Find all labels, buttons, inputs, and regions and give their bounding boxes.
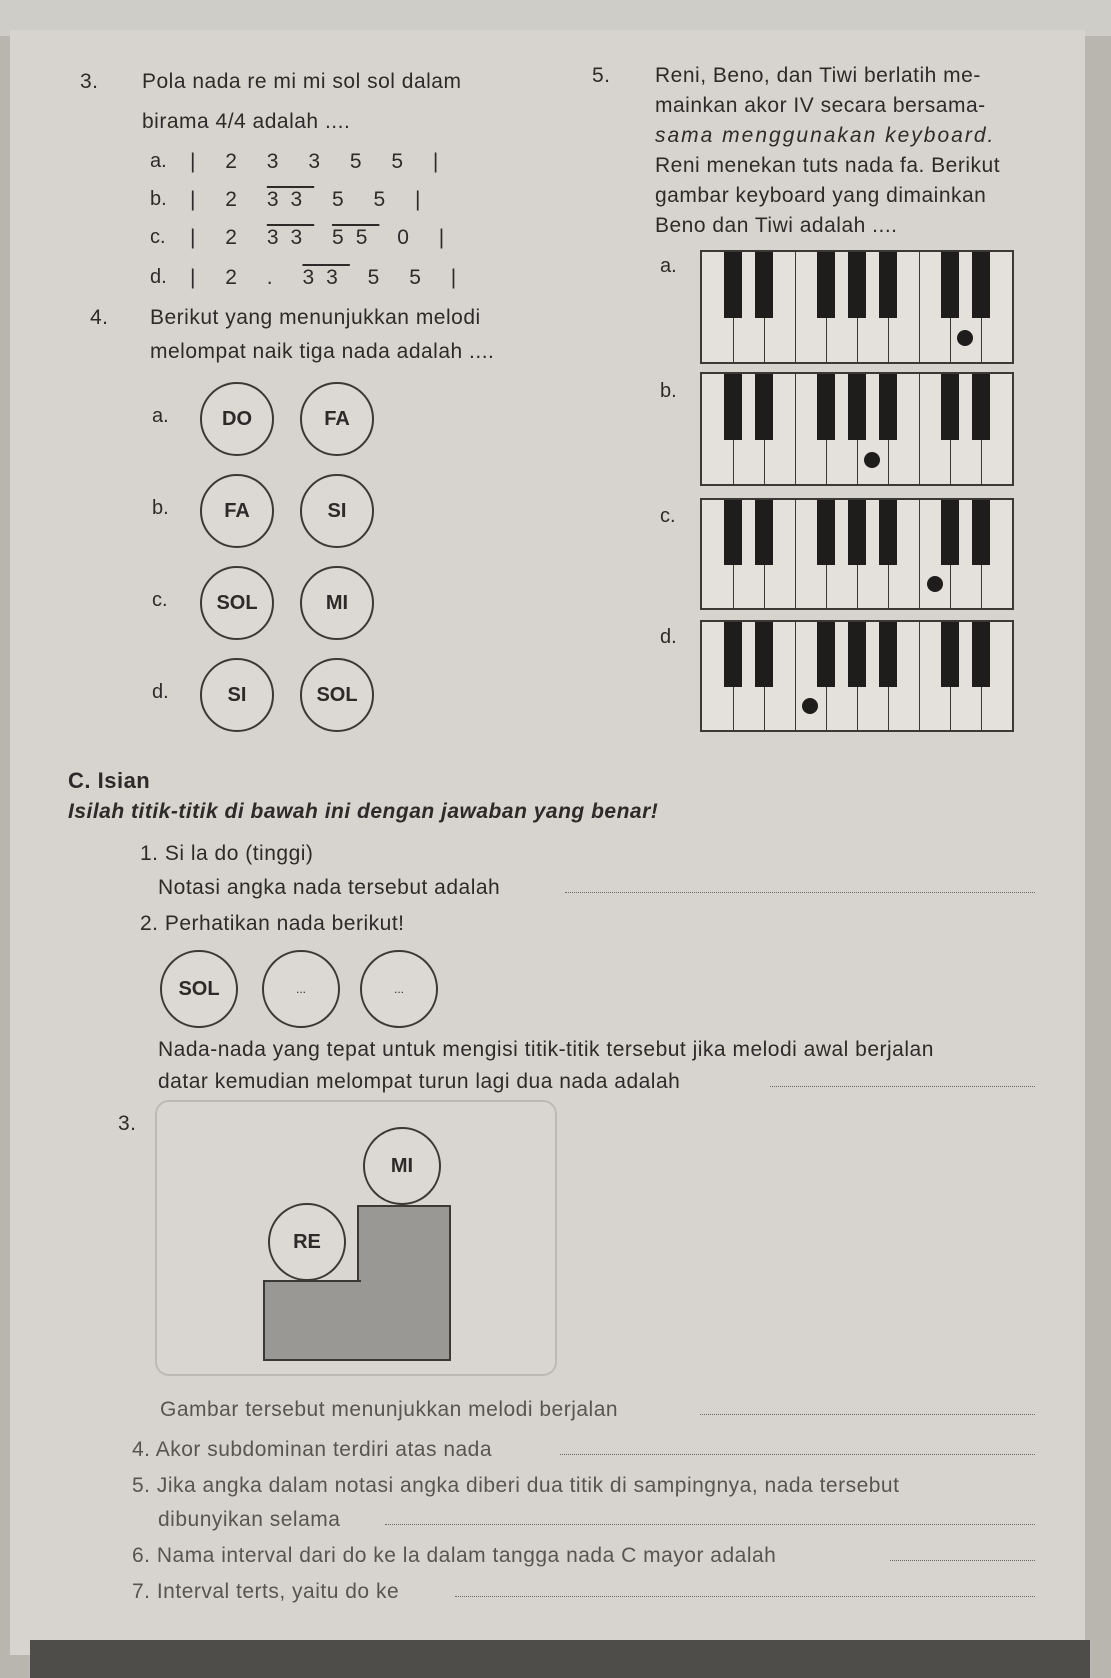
answer-blank[interactable] — [385, 1524, 1035, 1525]
q3-option-b-notes: | 2 33 5 5 | — [190, 188, 433, 211]
answer-blank[interactable] — [770, 1086, 1035, 1087]
note-circle-re: RE — [268, 1203, 346, 1281]
answer-blank[interactable] — [455, 1596, 1035, 1597]
note-circle-blank: ... — [360, 950, 438, 1028]
keyboard-option-d — [700, 620, 1014, 732]
pressed-key-dot — [927, 576, 943, 592]
q5-option-c-label: c. — [660, 505, 676, 527]
isian-1-line1: 1. Si la do (tinggi) — [140, 842, 314, 865]
q4-option-a-label: a. — [152, 405, 169, 427]
q5-line4: Reni menekan tuts nada fa. Berikut — [655, 154, 1001, 177]
q3-text-line1: Pola nada re mi mi sol sol dalam — [142, 70, 462, 93]
q4-option-b-label: b. — [152, 497, 169, 519]
q3-option-b-label: b. — [150, 188, 167, 210]
isian-5-line1: 5. Jika angka dalam notasi angka diberi dua titik di sampingnya, nada tersebut — [132, 1474, 900, 1497]
note-circle-mi: MI — [363, 1127, 441, 1205]
note-circle-blank: ... — [262, 950, 340, 1028]
q5-line3: sama menggunakan keyboard. — [655, 124, 996, 147]
answer-blank[interactable] — [560, 1454, 1035, 1455]
q5-option-a-label: a. — [660, 255, 677, 277]
answer-blank[interactable] — [700, 1414, 1035, 1415]
isian-4-text: 4. Akor subdominan terdiri atas nada — [132, 1438, 493, 1461]
pressed-key-dot — [957, 330, 973, 346]
q5-line2: mainkan akor IV secara bersama- — [655, 94, 986, 117]
q5-option-d-label: d. — [660, 626, 677, 648]
section-c-instruction: Isilah titik-titik di bawah ini dengan jawaban yang benar! — [68, 800, 659, 823]
pressed-key-dot — [864, 452, 880, 468]
answer-blank[interactable] — [565, 892, 1035, 893]
note-circle-sol: SOL — [200, 566, 274, 640]
q4-number: 4. — [90, 306, 109, 329]
note-circle-mi: MI — [300, 566, 374, 640]
isian-2-line2: Nada-nada yang tepat untuk mengisi titik-titik tersebut jika melodi awal berjalan — [158, 1038, 934, 1061]
q3-number: 3. — [80, 70, 99, 93]
note-circle-si: SI — [300, 474, 374, 548]
note-circle-si: SI — [200, 658, 274, 732]
section-c-title: C. Isian — [68, 768, 151, 793]
isian-6-text: 6. Nama interval dari do ke la dalam tangga nada C mayor adalah — [132, 1544, 777, 1567]
keyboard-option-a — [700, 250, 1014, 364]
note-circle-fa: FA — [200, 474, 274, 548]
step-block-high — [357, 1205, 451, 1361]
q3-option-d-label: d. — [150, 266, 167, 288]
isian-3-text: Gambar tersebut menunjukkan melodi berjalan — [160, 1398, 619, 1421]
q3-option-c-notes: | 2 33 55 0 | — [190, 226, 457, 249]
q5-option-b-label: b. — [660, 380, 677, 402]
isian-3-number: 3. — [118, 1112, 137, 1135]
q3-option-d-notes: | 2 . 33 5 5 | — [190, 266, 469, 289]
keyboard-option-b — [700, 372, 1014, 486]
answer-blank[interactable] — [890, 1560, 1035, 1561]
q3-option-a-notes: | 2 3 3 5 5 | — [190, 150, 451, 173]
q3-option-c-label: c. — [150, 226, 166, 248]
note-circle-fa: FA — [300, 382, 374, 456]
q5-number: 5. — [592, 64, 611, 87]
q5-line1: Reni, Beno, dan Tiwi berlatih me- — [655, 64, 981, 87]
isian-7-text: 7. Interval terts, yaitu do ke — [132, 1580, 400, 1603]
q4-option-c-label: c. — [152, 589, 168, 611]
q3-option-a-label: a. — [150, 150, 167, 172]
note-circle-sol: SOL — [160, 950, 238, 1028]
isian-1-line2: Notasi angka nada tersebut adalah — [158, 876, 501, 899]
q3-text-line2: birama 4/4 adalah .... — [142, 110, 351, 133]
isian-2-line1: 2. Perhatikan nada berikut! — [140, 912, 405, 935]
isian-2-line3: datar kemudian melompat turun lagi dua nada adalah — [158, 1070, 681, 1093]
isian-5-line2: dibunyikan selama — [158, 1508, 341, 1531]
keyboard-option-c — [700, 498, 1014, 610]
note-circle-sol: SOL — [300, 658, 374, 732]
q4-text-line2: melompat naik tiga nada adalah .... — [150, 340, 495, 363]
q4-option-d-label: d. — [152, 681, 169, 703]
page-footer-band — [30, 1640, 1090, 1678]
q4-text-line1: Berikut yang menunjukkan melodi — [150, 306, 481, 329]
q5-line6: Beno dan Tiwi adalah .... — [655, 214, 898, 237]
q5-line5: gambar keyboard yang dimainkan — [655, 184, 987, 207]
pressed-key-dot — [802, 698, 818, 714]
note-circle-do: DO — [200, 382, 274, 456]
step-block-low — [263, 1280, 361, 1361]
